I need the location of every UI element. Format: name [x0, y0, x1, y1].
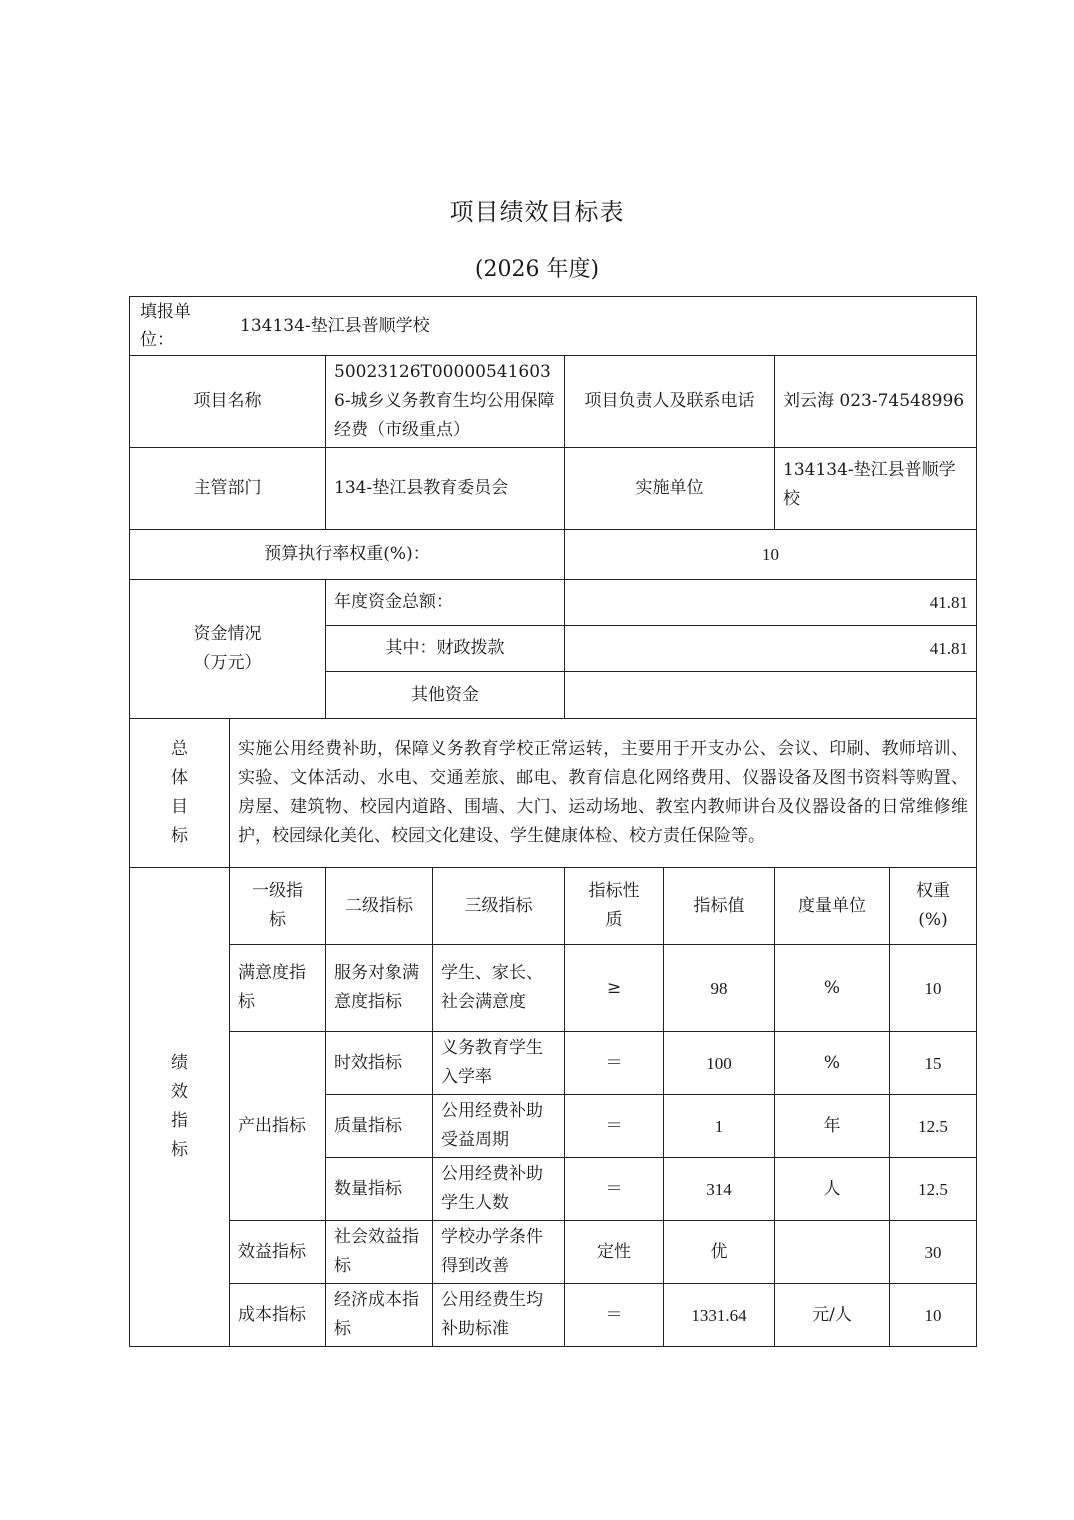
level1-cell: 成本指标	[230, 1284, 326, 1347]
dept-label: 主管部门	[130, 448, 326, 530]
overall-goal-text: 实施公用经费补助，保障义务教育学校正常运转，主要用于开支办公、会议、印刷、教师培训、实验、文体活动、水电、交通差旅、邮电、教育信息化网络费用、仪器设备及图书资料等购置、房屋、建筑物、校园内道路、围墙、大门、运动场地、教室内教师讲台及仪器设备的日常维修维护，校园绿化美化、校园文化建设、学生健康体检、校方责任保险等。	[230, 719, 977, 868]
level3-cell: 学生、家长、社会满意度	[433, 945, 565, 1032]
value-cell: 1331.64	[664, 1284, 775, 1347]
unit-cell: %	[775, 945, 890, 1032]
level2-cell: 经济成本指标	[326, 1284, 433, 1347]
table-row	[130, 945, 977, 1032]
indicators-label-char: 效	[171, 1082, 188, 1102]
document-year: (2026 年度)	[474, 257, 600, 282]
overall-goal-row	[130, 719, 977, 868]
budget-weight-value: 10	[565, 530, 977, 580]
project-name-label: 项目名称	[130, 356, 326, 448]
level3-cell: 学校办学条件得到改善	[433, 1221, 565, 1284]
column-header-level1: 一级指标	[230, 868, 326, 945]
project-name-value: 50023126T000005416036-城乡义务教育生均公用保障经费（市级重点）	[326, 356, 565, 448]
funds-row-total	[130, 580, 977, 626]
level3-cell: 义务教育学生入学率	[433, 1032, 565, 1095]
column-header-value: 指标值	[664, 868, 775, 945]
funds-label	[130, 580, 326, 719]
unit-cell	[775, 1221, 890, 1284]
reporting-unit-row	[130, 297, 977, 356]
level3-cell: 公用经费补助学生人数	[433, 1158, 565, 1221]
indicators-label-char: 标	[171, 1140, 188, 1160]
unit-cell: %	[775, 1032, 890, 1095]
nature-cell: 定性	[565, 1221, 664, 1284]
level3-cell: 公用经费补助受益周期	[433, 1095, 565, 1158]
level3-cell: 公用经费生均补助标准	[433, 1284, 565, 1347]
nature-cell: ＝	[565, 1158, 664, 1221]
weight-cell: 15	[890, 1032, 977, 1095]
impl-unit-label: 实施单位	[565, 448, 775, 530]
value-cell: 314	[664, 1158, 775, 1221]
nature-cell: ≥	[565, 945, 664, 1032]
column-header-level2: 二级指标	[326, 868, 433, 945]
funds-total-label: 年度资金总额：	[326, 580, 565, 626]
funds-other-label: 其他资金	[326, 672, 565, 719]
goal-label-char: 体	[171, 768, 188, 788]
unit-cell: 人	[775, 1158, 890, 1221]
level1-cell: 效益指标	[230, 1221, 326, 1284]
funds-fiscal-label: 其中：财政拨款	[326, 626, 565, 672]
contact-value: 刘云海 023-74548996	[775, 356, 977, 448]
funds-fiscal-value: 41.81	[565, 626, 977, 672]
table-row	[130, 1032, 977, 1095]
level1-cell: 满意度指标	[230, 945, 326, 1032]
document-title: 项目绩效目标表	[449, 198, 625, 226]
value-cell: 优	[664, 1221, 775, 1284]
funds-total-value: 41.81	[565, 580, 977, 626]
reporting-unit-value: 134134-垫江县普顺学校	[240, 315, 430, 336]
indicators-label-char: 绩	[171, 1053, 188, 1073]
department-row	[130, 448, 977, 530]
level1-cell: 产出指标	[230, 1032, 326, 1221]
column-header-level3: 三级指标	[433, 868, 565, 945]
level2-cell: 时效指标	[326, 1032, 433, 1095]
column-header-nature: 指标性质	[565, 868, 664, 945]
column-header-unit: 度量单位	[775, 868, 890, 945]
level2-cell: 社会效益指标	[326, 1221, 433, 1284]
column-header-weight: 权重(%)	[890, 868, 977, 945]
budget-weight-row	[130, 530, 977, 580]
indicator-header-row	[130, 868, 977, 945]
value-cell: 100	[664, 1032, 775, 1095]
weight-cell: 10	[890, 945, 977, 1032]
level2-cell: 质量指标	[326, 1095, 433, 1158]
nature-cell: ＝	[565, 1032, 664, 1095]
weight-cell: 12.5	[890, 1095, 977, 1158]
reporting-unit-label: 填报单位：	[140, 302, 191, 350]
funds-label-line1: 资金情况	[193, 624, 262, 644]
weight-cell: 30	[890, 1221, 977, 1284]
level2-cell: 数量指标	[326, 1158, 433, 1221]
table-row	[130, 1284, 977, 1347]
funds-label-line2: （万元）	[193, 653, 262, 673]
performance-target-table	[129, 296, 977, 1347]
goal-label-char: 目	[171, 797, 188, 817]
level2-cell: 服务对象满意度指标	[326, 945, 433, 1032]
indicators-label	[130, 868, 230, 1347]
goal-label-char: 总	[171, 739, 188, 759]
funds-other-value	[565, 672, 977, 719]
weight-cell: 12.5	[890, 1158, 977, 1221]
goal-label-char: 标	[171, 826, 188, 846]
indicators-label-char: 指	[171, 1111, 188, 1131]
project-name-row	[130, 356, 977, 448]
contact-label: 项目负责人及联系电话	[565, 356, 775, 448]
value-cell: 98	[664, 945, 775, 1032]
dept-value: 134-垫江县教育委员会	[326, 448, 565, 530]
nature-cell: ＝	[565, 1095, 664, 1158]
overall-goal-label	[130, 719, 230, 868]
value-cell: 1	[664, 1095, 775, 1158]
budget-weight-label: 预算执行率权重(%)：	[130, 530, 565, 580]
unit-cell: 元/人	[775, 1284, 890, 1347]
impl-unit-value: 134134-垫江县普顺学校	[775, 448, 977, 530]
table-row	[130, 1221, 977, 1284]
unit-cell: 年	[775, 1095, 890, 1158]
weight-cell: 10	[890, 1284, 977, 1347]
nature-cell: ＝	[565, 1284, 664, 1347]
